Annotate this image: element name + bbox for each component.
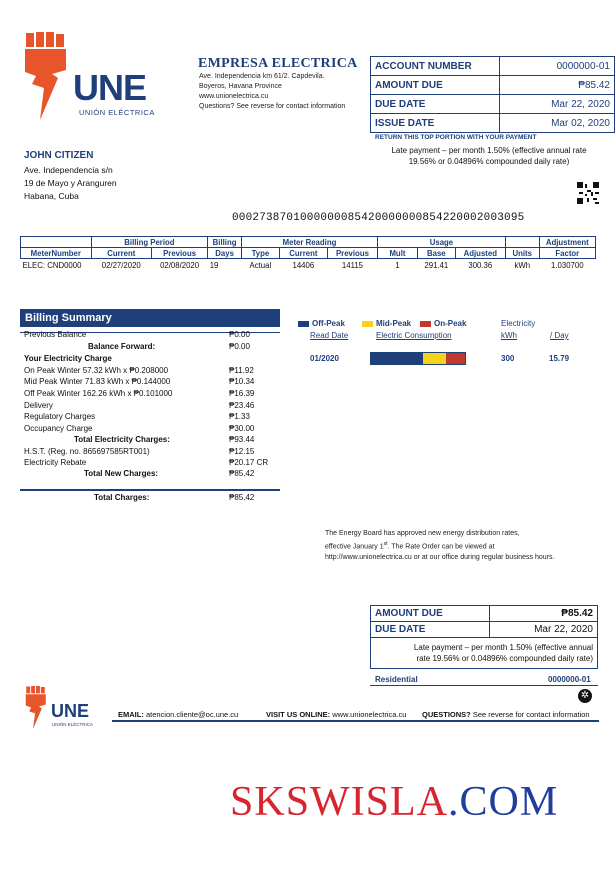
electricity-charge-heading: Your Electricity Charge	[24, 354, 112, 363]
footer-visit: VISIT US ONLINE: www.unionelectrica.cu	[266, 710, 407, 719]
customer-address-1: Ave. Independencia s/n	[24, 165, 113, 175]
electric-consumption-label: Electric Consumption	[376, 331, 452, 340]
charge-amount: ₱1.33	[229, 412, 250, 421]
consumption-bar	[370, 352, 466, 365]
account-number-row: ACCOUNT NUMBER 0000000-01	[371, 57, 615, 76]
footer-logo-wordmark: UNE	[51, 701, 90, 721]
legend-on-peak: On-Peak	[420, 319, 466, 328]
meter-reading-table	[20, 236, 596, 271]
company-address-2: Boyeros, Havana Province	[199, 83, 282, 90]
balance-forward-amount: ₱0.00	[229, 342, 250, 351]
electricity-label: Electricity	[501, 319, 536, 328]
due-date-row: DUE DATE Mar 22, 2020	[371, 95, 615, 114]
legend-mid-peak: Mid-Peak	[362, 319, 411, 328]
company-name: EMPRESA ELECTRICA	[198, 56, 358, 71]
charge-item: Delivery	[24, 401, 53, 410]
charge-amount: ₱16.39	[229, 389, 255, 398]
une-logo	[22, 30, 162, 120]
read-date-label: Read Date	[310, 331, 349, 340]
bar-segment-mid-peak	[423, 353, 446, 364]
company-website[interactable]: www.unionelectrica.cu	[199, 93, 269, 100]
on-peak-swatch	[420, 321, 431, 327]
customer-name: JOHN CITIZEN	[24, 150, 94, 161]
watermark	[230, 778, 558, 826]
consumption-read-date: 01/2020	[310, 354, 339, 363]
charge-item: Off Peak Winter 162.26 kWh x ₱0.101000	[24, 389, 173, 398]
stub-amount-table	[370, 605, 598, 669]
total-electricity-label: Total Electricity Charges:	[74, 435, 170, 444]
billing-summary	[20, 309, 280, 499]
stub-late-row: Late payment – per month 1.50% (effective annual rate 19.56% or 0.04896% compounded daily rate)	[371, 638, 598, 669]
per-day-label: / Day	[550, 331, 569, 340]
charge-item: On Peak Winter 57.32 kWh x ₱0.208000	[24, 366, 169, 375]
amount-due-row: AMOUNT DUE ₱85.42	[371, 76, 615, 95]
total-charges-label: Total Charges:	[94, 493, 150, 502]
stub-account-number: 0000000-01	[548, 675, 591, 684]
logo-subtitle: UNIÓN ELÉCTRICA	[79, 108, 155, 117]
email-link[interactable]: atencion.cliente@oc.une.cu	[145, 710, 239, 719]
energy-board-notice: The Energy Board has approved new energy distribution rates, effective January 1st. The Rate Order can be viewed at http://www.unionelectrica.cu or at our office during regular business hours.	[325, 530, 555, 562]
billing-summary-title: Billing Summary	[20, 309, 280, 327]
off-peak-swatch	[298, 321, 309, 327]
watermark-part-2: .COM	[448, 779, 559, 825]
stub-divider	[370, 685, 598, 686]
hst-label: H.S.T. (Reg. no. 865697585RT001)	[24, 447, 150, 456]
mid-peak-swatch	[362, 321, 373, 327]
stub-residential: Residential	[375, 675, 418, 684]
account-summary-table	[370, 56, 615, 133]
stub-amount-row: AMOUNT DUE ₱85.42	[371, 606, 598, 622]
total-new-label: Total New Charges:	[84, 469, 159, 478]
total-new-amount: ₱85.42	[229, 469, 255, 478]
meter-header-row: MeterNumber Current Previous Days Type Current Previous Mult Base Adjusted Units Factor	[21, 248, 596, 259]
stub-due-date-row: DUE DATE Mar 22, 2020	[371, 622, 598, 638]
fist-icon	[24, 685, 48, 729]
charge-amount: ₱10.34	[229, 377, 255, 386]
charge-item: Regulatory Charges	[24, 412, 96, 421]
fist-icon	[22, 30, 70, 120]
footer-questions: QUESTIONS? See reverse for contact information	[422, 710, 590, 719]
total-charges-amount: ₱85.42	[229, 493, 255, 502]
previous-balance-amount: ₱0.00	[229, 330, 250, 339]
footer-divider	[112, 720, 599, 722]
website-link[interactable]: www.unionelectrica.cu	[332, 710, 407, 719]
meter-group-header-row: Billing Period Billing Meter Reading Usage Adjustment	[21, 237, 596, 248]
footer-logo-subtitle: UNIÓN ELÉCTRICA	[52, 722, 94, 727]
balance-forward-label: Balance Forward:	[88, 342, 156, 351]
rebate-label: Electricity Rebate	[24, 458, 87, 467]
table-row: ELEC: CND0000 02/27/2020 02/08/2020 19 Actual 14406 14115 1 291.41 300.36 kWh 1.030700	[22, 260, 584, 270]
consumption-per-day: 15.79	[549, 354, 570, 363]
scan-line-number: 0002738701000000085420000000854220002003095	[232, 212, 525, 224]
company-address-1: Ave. Independencia km 61/2. Capdevila.	[199, 73, 325, 80]
recycle-icon: ✲	[578, 689, 592, 703]
qr-code-icon	[577, 182, 599, 204]
watermark-part-1: SKSWISLA	[230, 779, 449, 825]
customer-address-3: Habana, Cuba	[24, 191, 79, 201]
charge-item: Occupancy Charge	[24, 424, 93, 433]
footer-logo	[24, 685, 104, 731]
legend-off-peak: Off-Peak	[298, 319, 345, 328]
bar-segment-on-peak	[446, 353, 464, 364]
total-electricity-amount: ₱93.44	[229, 435, 255, 444]
late-payment-note: Late payment – per month 1.50% (effective annual rate 19.56% or 0.04896% compounded daily rate)	[391, 146, 587, 166]
company-questions: Questions? See reverse for contact information	[199, 103, 346, 110]
charge-item: Mid Peak Winter 71.83 kWh x ₱0.144000	[24, 377, 171, 386]
rebate-amount: ₱20.17 CR	[229, 458, 269, 467]
customer-address-2: 19 de Mayo y Aranguren	[24, 178, 117, 188]
charge-amount: ₱11.92	[229, 366, 254, 375]
return-note: RETURN THIS TOP PORTION WITH YOUR PAYMENT	[375, 134, 537, 141]
bar-segment-off-peak	[371, 353, 423, 364]
hst-amount: ₱12.15	[229, 447, 255, 456]
kwh-label: kWh	[501, 331, 517, 340]
consumption-kwh: 300	[501, 354, 515, 363]
issue-date-row: ISSUE DATE Mar 02, 2020	[371, 114, 615, 133]
previous-balance-label: Previous Balance	[24, 330, 87, 339]
charge-amount: ₱23.46	[229, 401, 255, 410]
logo-wordmark: UNE	[73, 67, 147, 108]
charge-amount: ₱30.00	[229, 424, 255, 433]
footer-email: EMAIL: atencion.cliente@oc.une.cu	[118, 710, 239, 719]
